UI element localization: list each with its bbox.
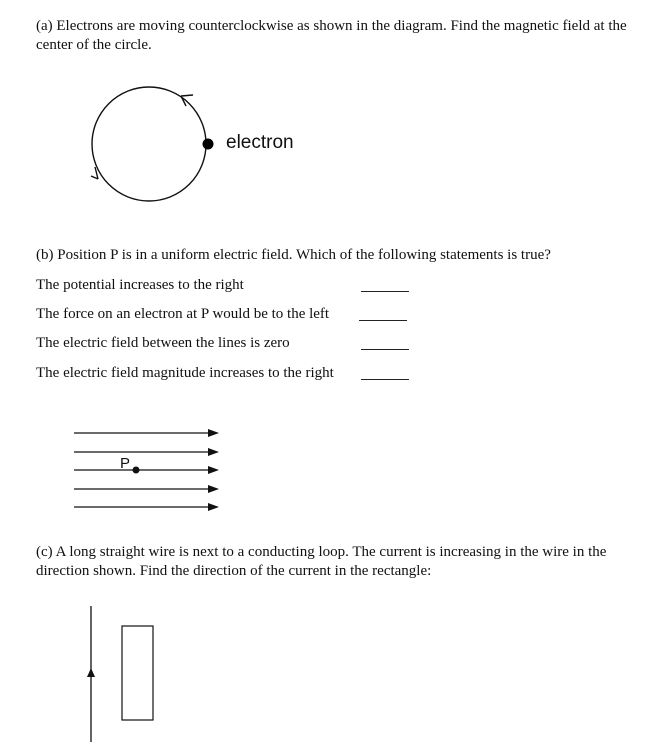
answer-blank-1[interactable]	[361, 291, 409, 292]
statement-4: The electric field magnitude increases to the right	[36, 365, 334, 381]
electron-path-circle	[91, 87, 214, 201]
wire-and-loop	[87, 606, 153, 742]
point-P-dot	[133, 467, 140, 474]
current-up-arrow-icon	[87, 668, 95, 677]
answer-blank-3[interactable]	[361, 349, 409, 350]
conducting-loop	[122, 626, 153, 720]
electric-field-lines	[74, 429, 219, 511]
answer-blank-2[interactable]	[359, 320, 407, 321]
part-c-question: (c) A long straight wire is next to a conducting loop. The current is increasing in the wire in the direction shown. Find the direction of the current in the rectangle:	[36, 544, 607, 579]
statement-2: The force on an electron at P would be to the left	[36, 306, 330, 322]
arrow-top-icon	[181, 95, 193, 106]
statement-3: The electric field between the lines is zero	[36, 335, 290, 351]
part-a-question: (a) Electrons are moving counterclockwise as shown in the diagram. Find the magnetic field at the center of the circle.	[36, 18, 627, 53]
point-P-label: P	[120, 455, 131, 472]
statement-1: The potential increases to the right	[36, 277, 244, 293]
electron-label: electron	[226, 132, 294, 153]
electron-dot	[203, 139, 214, 150]
part-b-question: (b) Position P is in a uniform electric field. Which of the following statements is true?	[36, 247, 551, 263]
answer-blank-4[interactable]	[361, 379, 409, 380]
